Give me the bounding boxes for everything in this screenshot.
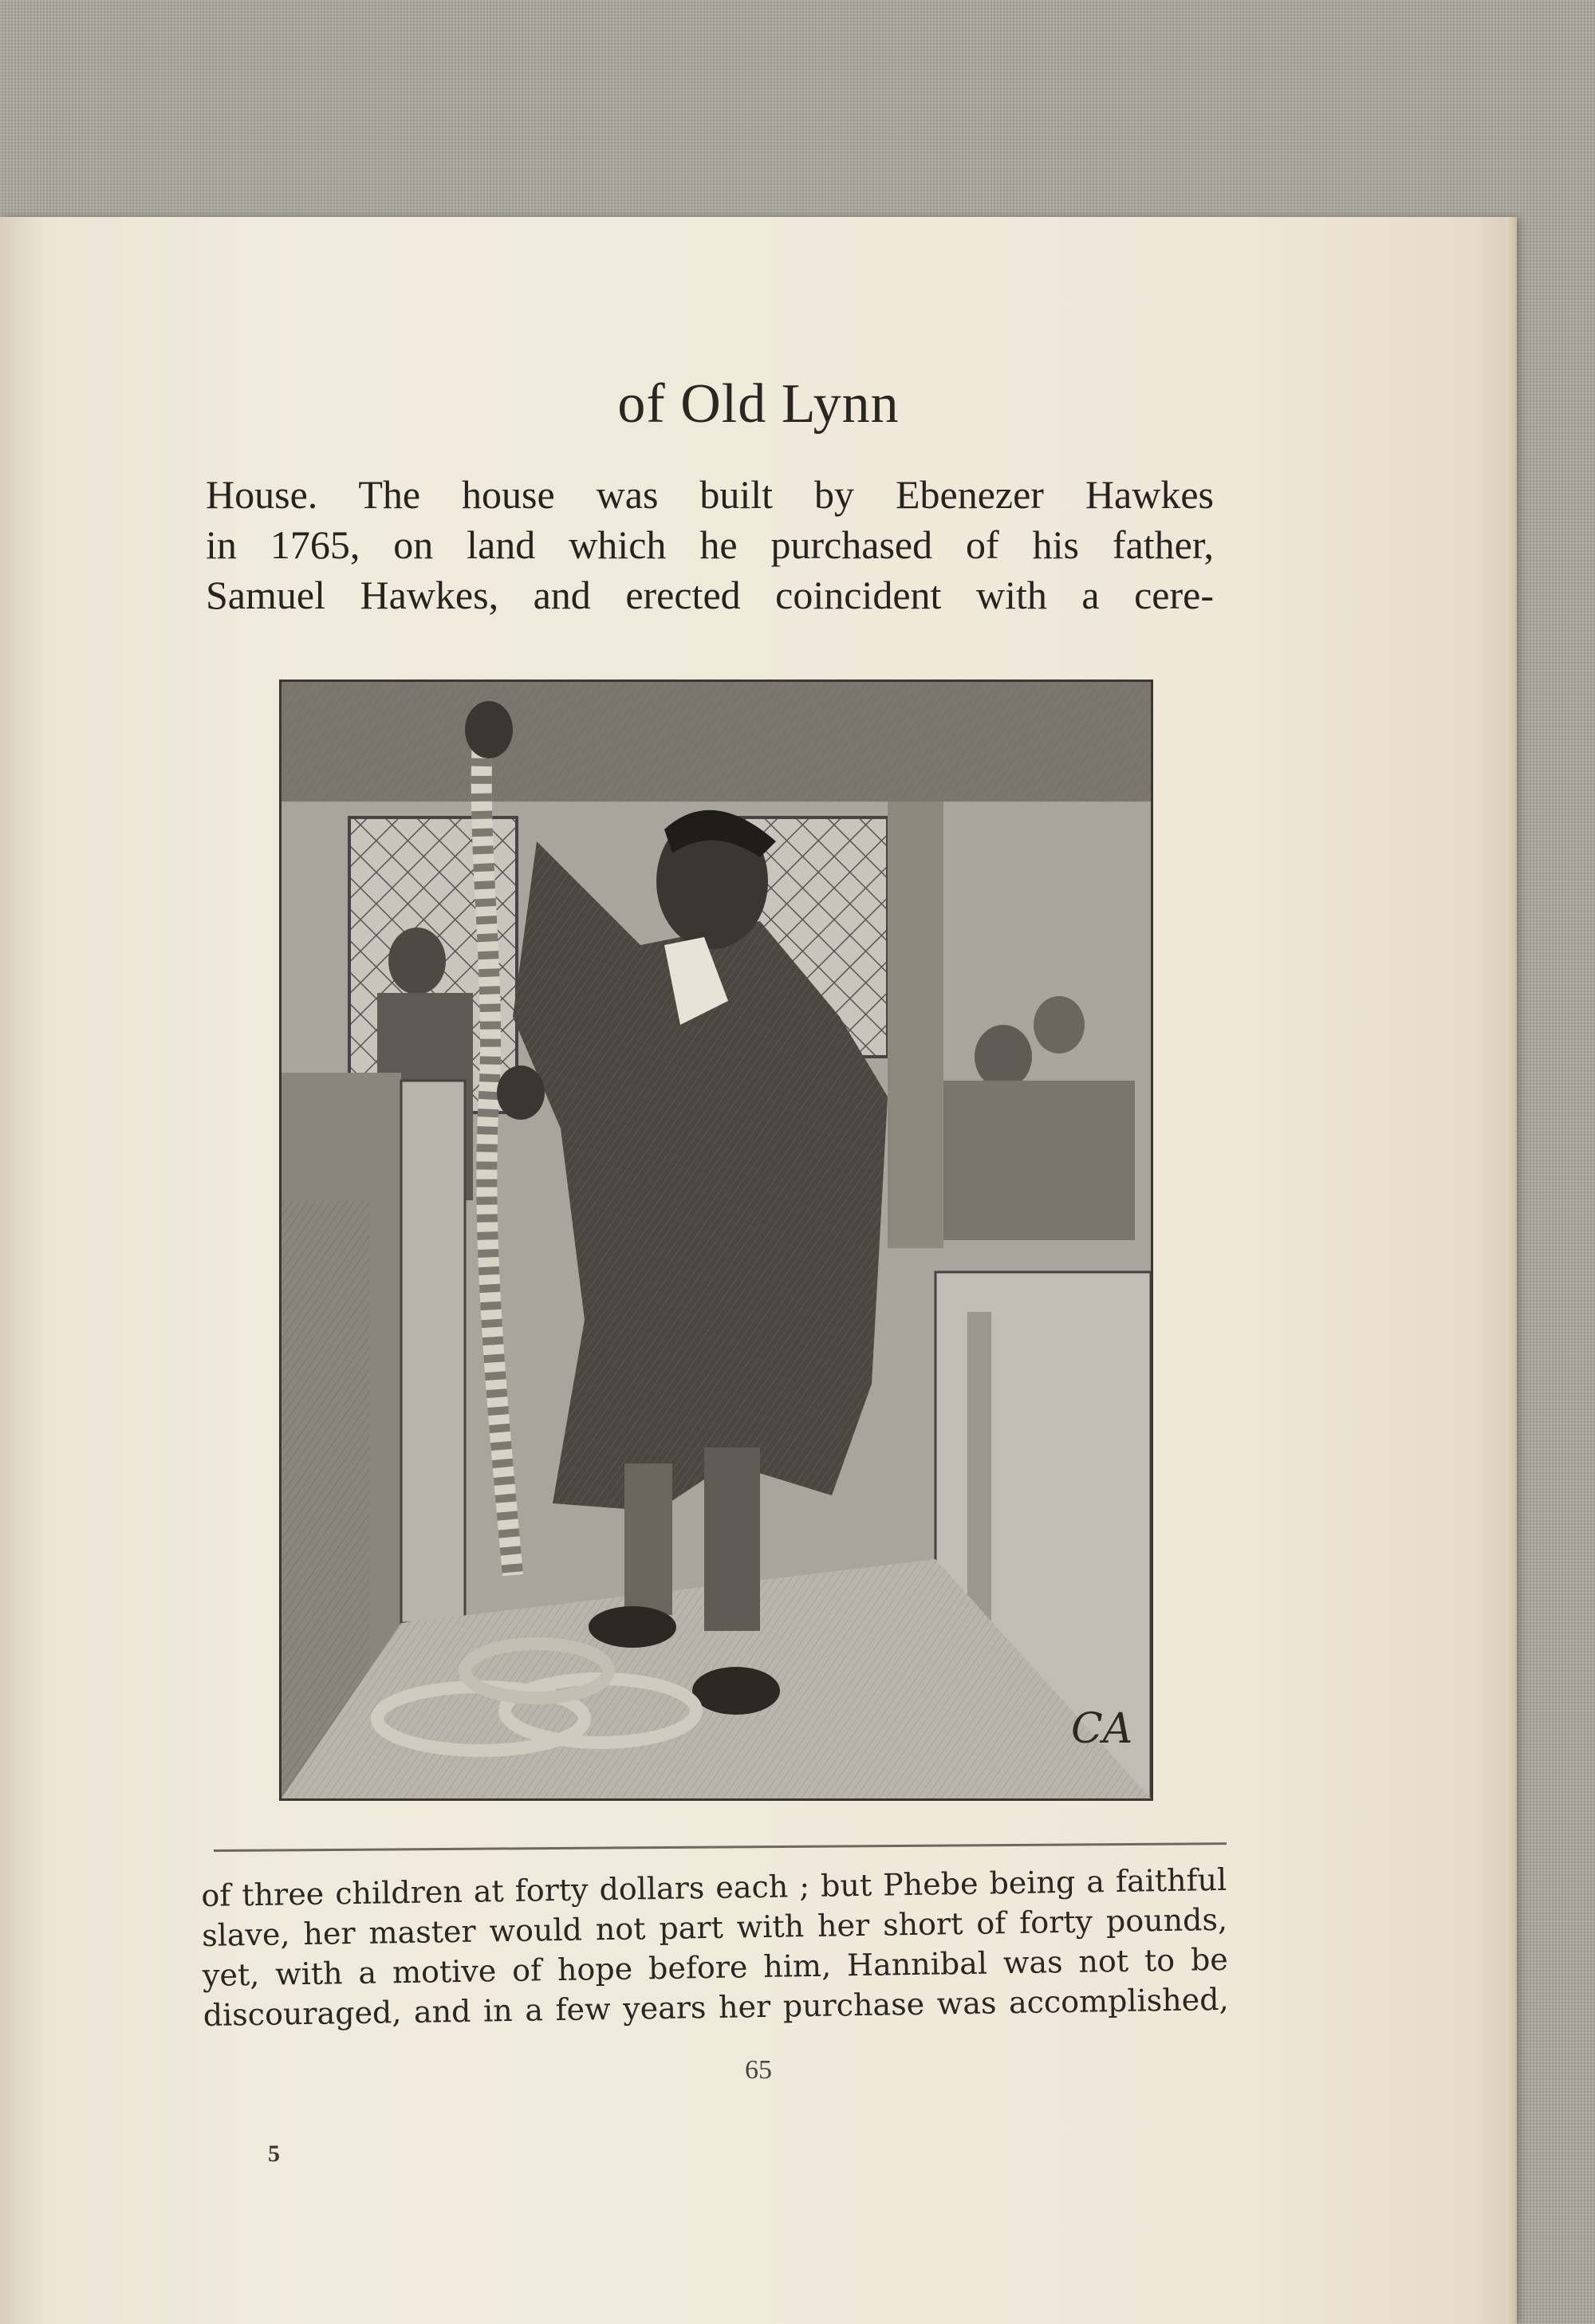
engraving-illustration: [279, 679, 1153, 1801]
bell-ringer-engraving: [282, 682, 1151, 1798]
artist-monogram: CA: [1071, 1705, 1133, 1753]
page-edge: [1506, 217, 1517, 2324]
footnote-line: slave, her master would not part with her short of forty pounds,: [201, 1901, 1228, 1953]
body-line: in 1765, on land which he purchased of his father,: [206, 522, 1214, 567]
body-line: House. The house was built by Ebenezer Hawkes: [206, 472, 1214, 517]
footnote-line: of three children at forty dollars each ; but Phebe being a faithful: [201, 1861, 1227, 1913]
footnote-text: [201, 1860, 1229, 2035]
footnote-line: discouraged, and in a few years her purchase was accomplished,: [203, 1981, 1229, 2033]
book-page: [0, 217, 1517, 2324]
running-head: of Old Lynn: [617, 373, 900, 435]
body-text: [206, 470, 1214, 620]
body-line: Samuel Hawkes, and erected coincident with a cere-: [206, 573, 1214, 617]
signature-mark: 5: [268, 2141, 280, 2167]
footnote-line: yet, with a motive of hope before him, Hannibal was not to be: [202, 1941, 1229, 1993]
page-number: 65: [745, 2055, 772, 2085]
footnote-rule: [214, 1842, 1227, 1852]
